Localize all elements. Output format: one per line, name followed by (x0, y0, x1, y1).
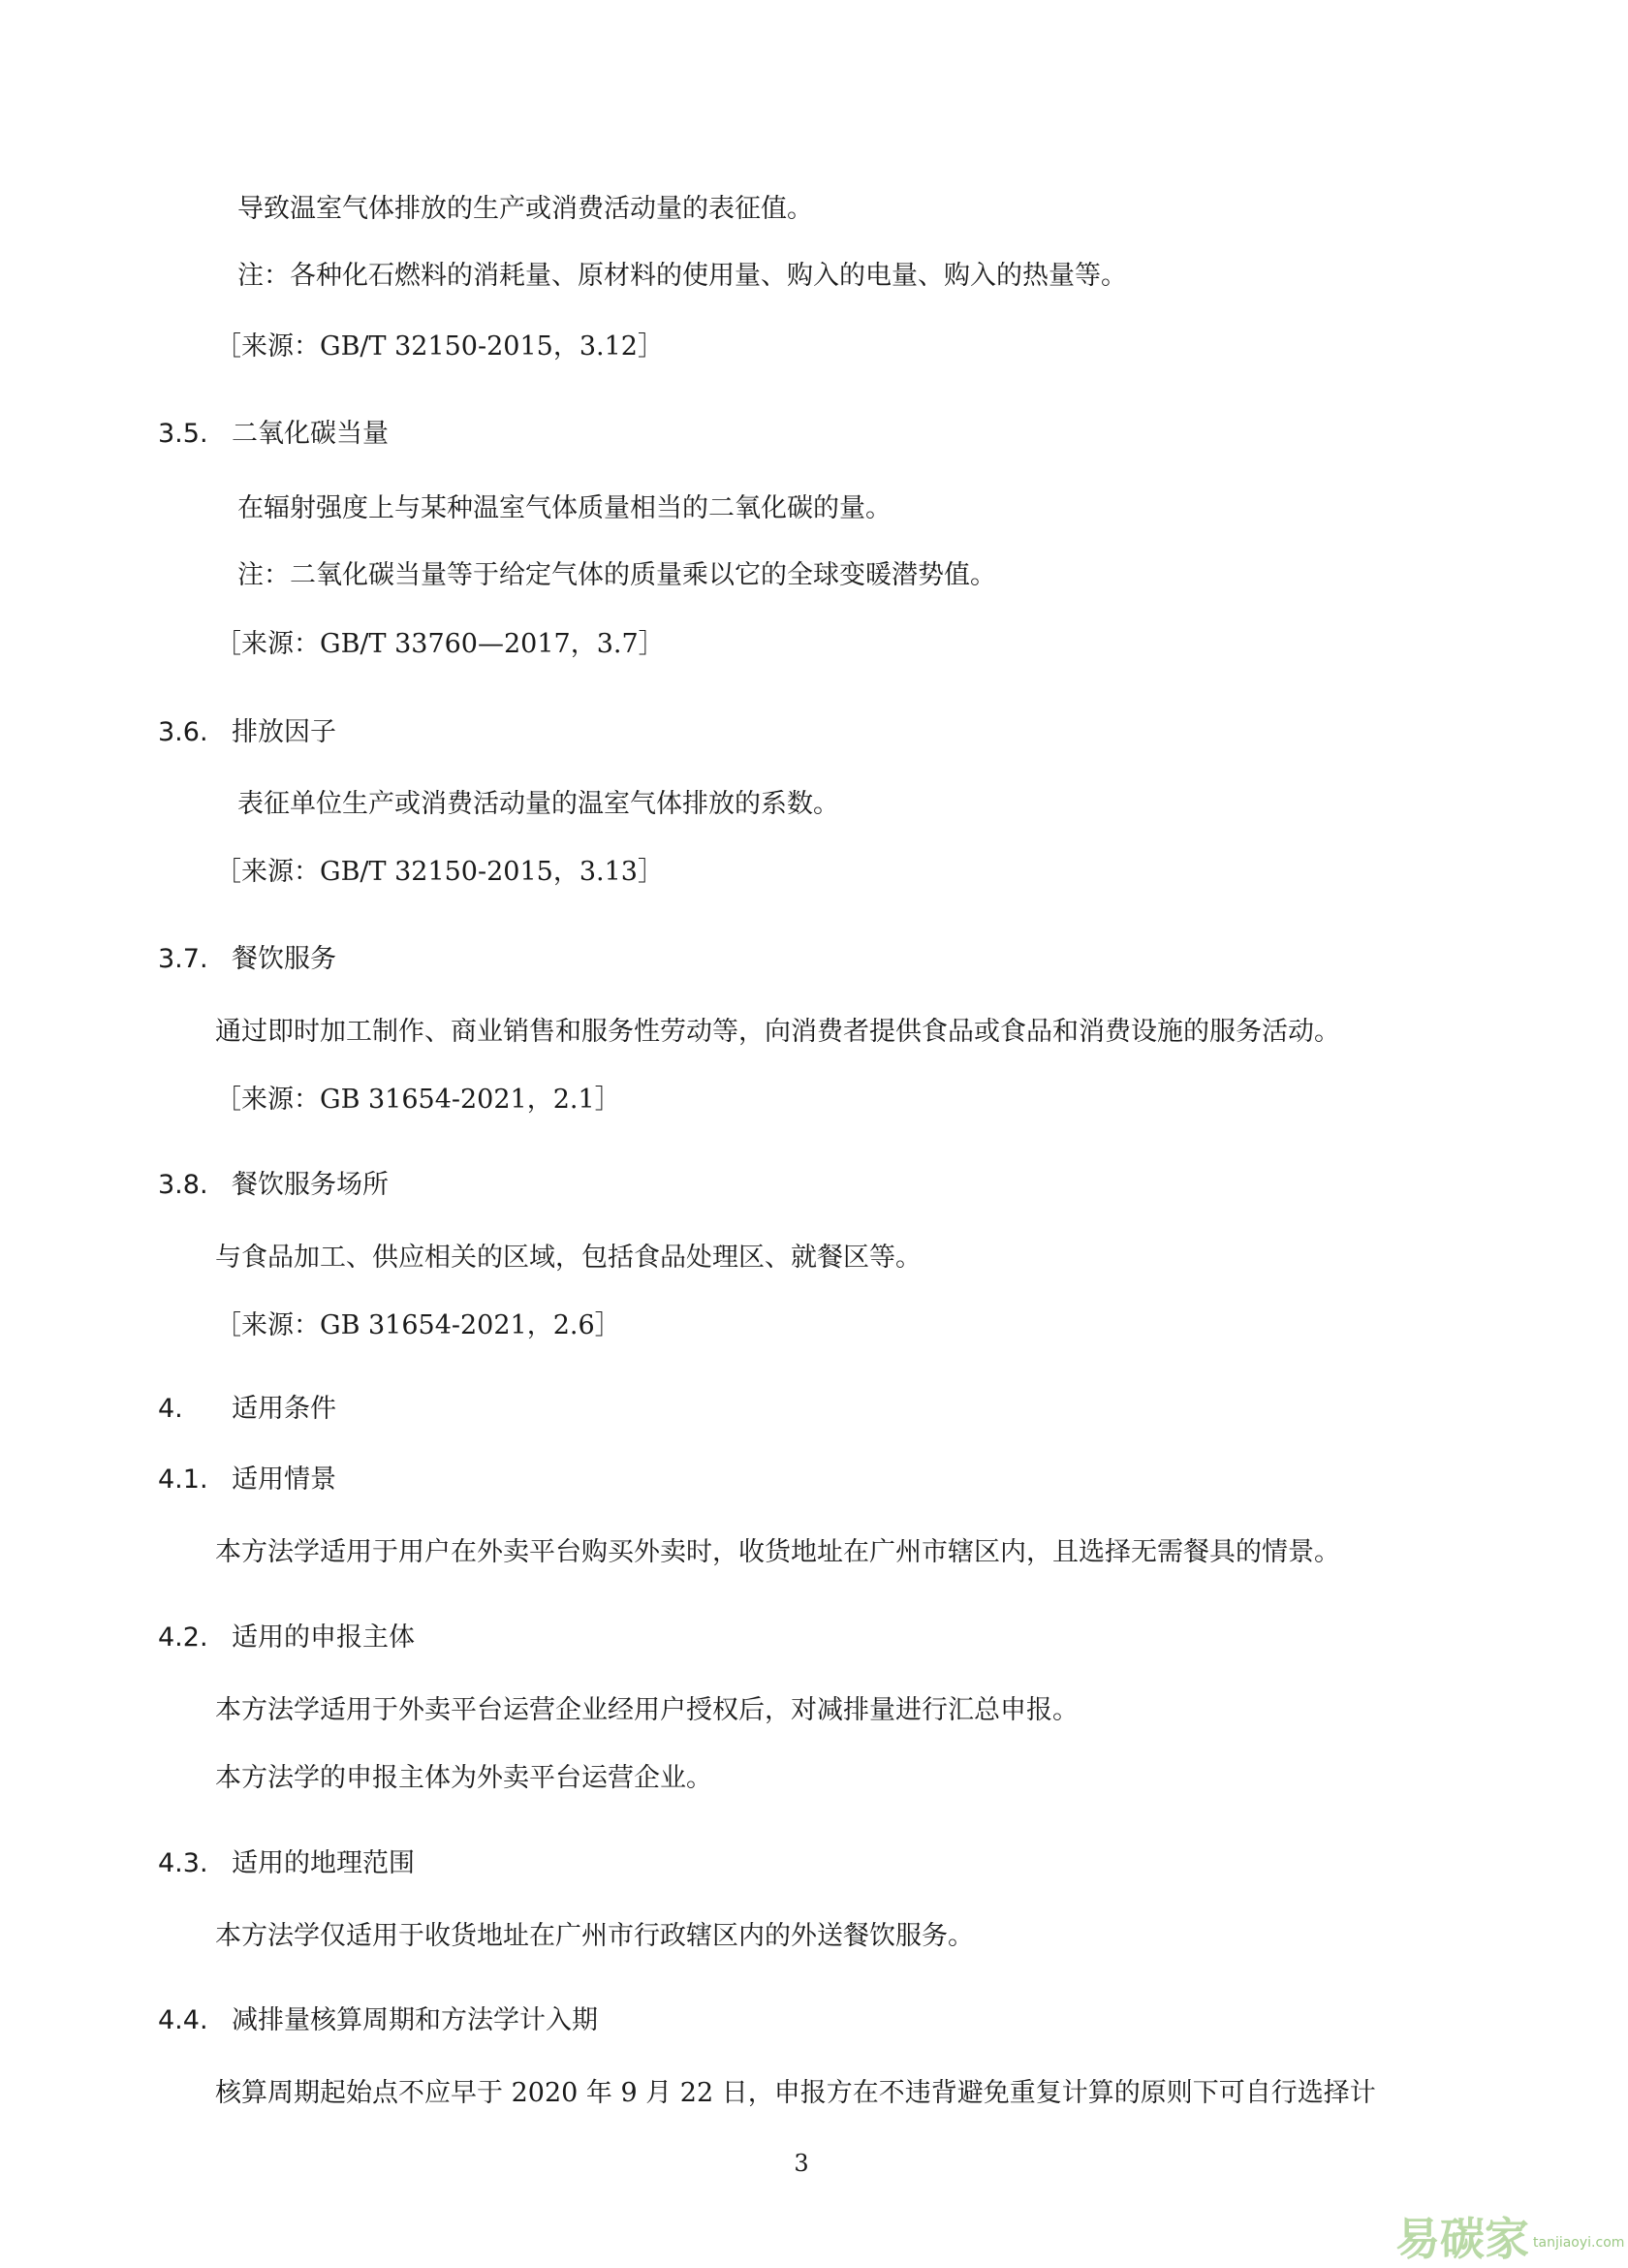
note-text: 注：二氧化碳当量等于给定气体的质量乘以它的全球变暖潜势值。 (237, 560, 996, 590)
section-number: 4.3. (158, 1848, 208, 1878)
section-title: 适用的地理范围 (232, 1848, 415, 1878)
section-number: 3.7. (158, 944, 208, 974)
section-title: 排放因子 (232, 717, 336, 747)
section-number: 4. (158, 1394, 183, 1424)
section-number: 4.2. (158, 1622, 208, 1653)
source-citation: ［来源：GB/T 32150-2015，3.12］ (215, 331, 664, 362)
body-text: 核算周期起始点不应早于 2020 年 9 月 22 日，申报方在不违背避免重复计算的原则下可自行选择计 (215, 2078, 1376, 2108)
body-text: 本方法学仅适用于收货地址在广州市行政辖区内的外送餐饮服务。 (215, 1921, 974, 1951)
section-heading-4-3 (158, 1844, 415, 1883)
page-number: 3 (794, 2150, 809, 2177)
section-number: 3.8. (158, 1170, 208, 1200)
section-heading-3-8 (158, 1166, 389, 1205)
body-text: 通过即时加工制作、商业销售和服务性劳动等，向消费者提供食品或食品和消费设施的服务活动。 (215, 1017, 1340, 1047)
section-title: 二氧化碳当量 (232, 419, 389, 449)
note-text: 注：各种化石燃料的消耗量、原材料的使用量、购入的电量、购入的热量等。 (237, 261, 1127, 291)
source-citation: ［来源：GB 31654-2021，2.1］ (215, 1085, 621, 1115)
section-heading-4-1 (158, 1461, 336, 1499)
body-text: 导致温室气体排放的生产或消费活动量的表征值。 (237, 194, 813, 224)
section-title: 餐饮服务 (232, 944, 336, 974)
section-heading-3-7 (158, 940, 336, 979)
section-title: 适用情景 (232, 1465, 336, 1495)
section-number: 3.5. (158, 419, 208, 449)
section-heading-3-5 (158, 415, 389, 454)
source-citation: ［来源：GB 31654-2021，2.6］ (215, 1310, 621, 1340)
section-heading-4 (158, 1390, 336, 1429)
body-text: 表征单位生产或消费活动量的温室气体排放的系数。 (237, 789, 839, 819)
section-number: 3.6. (158, 717, 208, 747)
section-number: 4.1. (158, 1465, 208, 1495)
section-title: 适用的申报主体 (232, 1622, 415, 1653)
body-text: 在辐射强度上与某种温室气体质量相当的二氧化碳的量。 (237, 493, 892, 523)
section-heading-4-4 (158, 2001, 598, 2040)
section-title: 适用条件 (232, 1394, 336, 1424)
section-title: 减排量核算周期和方法学计入期 (232, 2005, 598, 2035)
body-text: 本方法学适用于外卖平台运营企业经用户授权后，对减排量进行汇总申报。 (215, 1695, 1079, 1725)
body-text: 本方法学的申报主体为外卖平台运营企业。 (215, 1763, 712, 1793)
section-heading-4-2 (158, 1619, 415, 1657)
watermark-text: 易碳家 (1395, 2213, 1529, 2265)
source-citation: ［来源：GB/T 32150-2015，3.13］ (215, 857, 664, 887)
section-number: 4.4. (158, 2005, 208, 2035)
watermark-logo (1395, 2214, 1628, 2268)
body-text: 与食品加工、供应相关的区域，包括食品处理区、就餐区等。 (215, 1243, 922, 1273)
section-heading-3-6 (158, 713, 336, 752)
source-citation: ［来源：GB/T 33760—2017，3.7］ (215, 629, 665, 659)
watermark-domain: tanjiaoyi.com (1533, 2234, 1625, 2251)
body-text: 本方法学适用于用户在外卖平台购买外卖时，收货地址在广州市辖区内，且选择无需餐具的情景。 (215, 1537, 1340, 1567)
section-title: 餐饮服务场所 (232, 1170, 389, 1200)
